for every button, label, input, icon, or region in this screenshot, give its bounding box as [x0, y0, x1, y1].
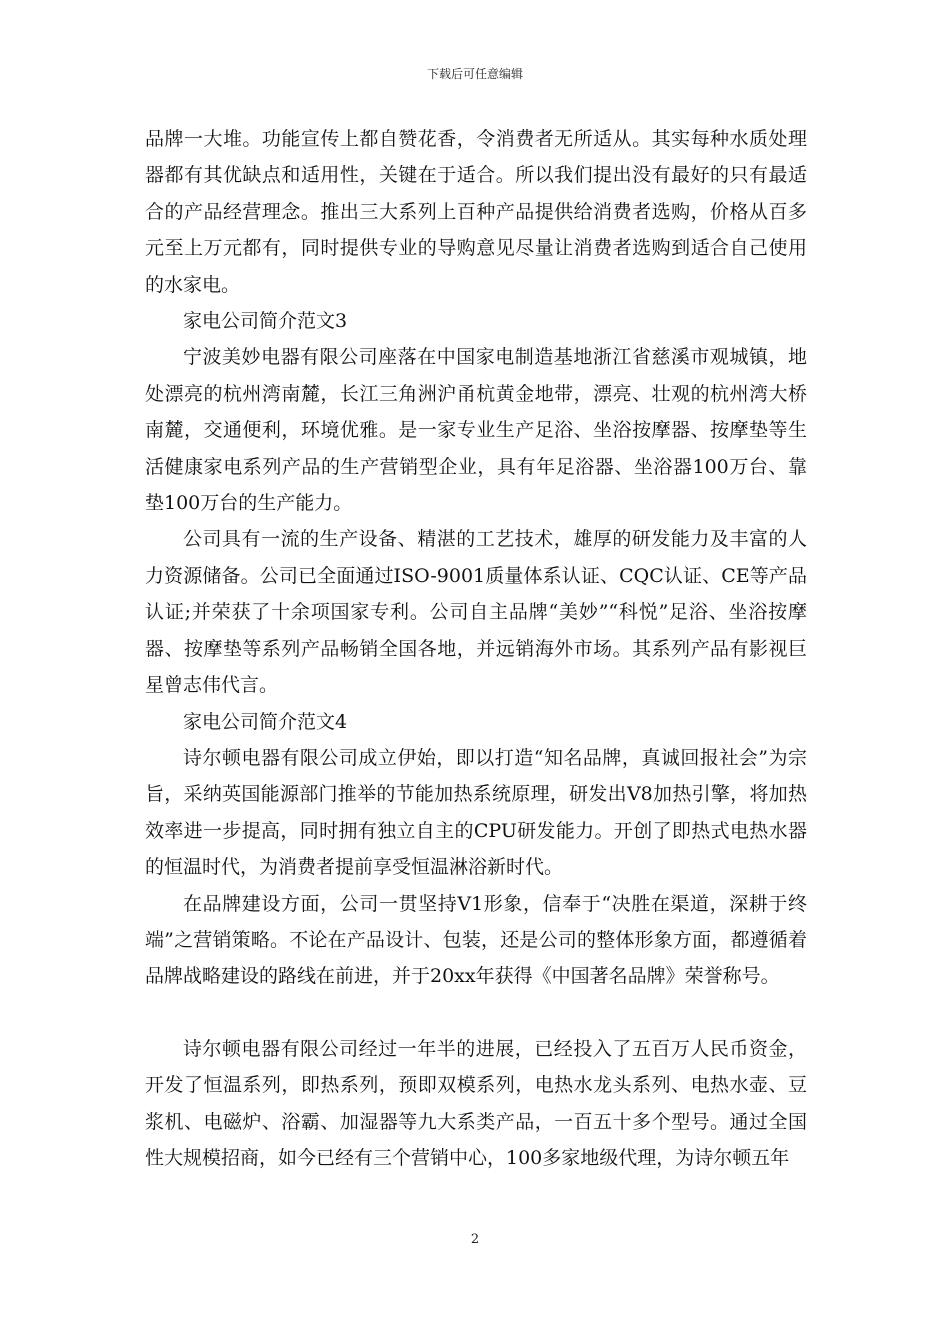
section-heading-4: 家电公司简介范文4 [183, 710, 348, 733]
page-header: 下载后可任意编辑 [426, 67, 523, 81]
paragraph-6: 诗尔顿电器有限公司经过一年半的进展，已经投入了五百万人民币资金，开发了恒温系列，即热系列，预即双模系列，电热水龙头系列、电热水壶、豆浆机、电磁炉、浴霸、加湿器等九大系类产品，一百五十多个型号。通过全国性大规模招商，如今已经有三个营销中心，100多家地级代理，为诗尔顿五年 [145, 1037, 807, 1169]
page-number: 2 [470, 1232, 480, 1247]
document-body [145, 121, 807, 1176]
paragraph-5: 在品牌建设方面，公司一贯坚持V1形象，信奉于“决胜在渠道，深耕于终端”之营销策略。不论在产品设计、包装，还是公司的整体形象方面，都遵循着品牌战略建设的路线在前进，并于20xx年获得《中国著名品牌》荣誉称号。 [145, 892, 807, 988]
paragraph-4: 诗尔顿电器有限公司成立伊始，即以打造“知名品牌，真诚回报社会”为宗旨，采纳英国能源部门推举的节能加热系统原理，研发出V8加热引擎，将加热效率进一步提高，同时拥有独立自主的CPU研发能力。开创了即热式电热水器的恒温时代，为消费者提前享受恒温淋浴新时代。 [145, 746, 807, 879]
blank-line [145, 995, 807, 1031]
paragraph-3: 公司具有一流的生产设备、精湛的工艺技术，雄厚的研发能力及丰富的人力资源储备。公司已全面通过ISO-9001质量体系认证、CQC认证、CE等产品认证;并荣获了十余项国家专利。公司自主品牌“美妙”“科悦”足浴、坐浴按摩器、按摩垫等系列产品畅销全国各地，并远销海外市场。其系列产品有影视巨星曾志伟代言。 [145, 528, 807, 697]
section-heading-3: 家电公司简介范文3 [183, 310, 348, 333]
paragraph-2: 宁波美妙电器有限公司座落在中国家电制造基地浙江省慈溪市观城镇，地处漂亮的杭州湾南麓，长江三角洲沪甬杭黄金地带，漂亮、壮观的杭州湾大桥南麓，交通便利，环境优雅。是一家专业生产足浴、坐浴按摩器、按摩垫等生活健康家电系列产品的生产营销型企业，具有年足浴器、坐浴器100万台、靠垫100万台的生产能力。 [145, 346, 807, 515]
paragraph-1: 品牌一大堆。功能宣传上都自赞花香，令消费者无所适从。其实每种水质处理器都有其优缺点和适用性，关键在于适合。所以我们提出没有最好的只有最适合的产品经营理念。推出三大系列上百种产品提供给消费者选购，价格从百多元至上万元都有，同时提供专业的导购意见尽量让消费者选购到适合自己使用的水家电。 [145, 128, 807, 296]
